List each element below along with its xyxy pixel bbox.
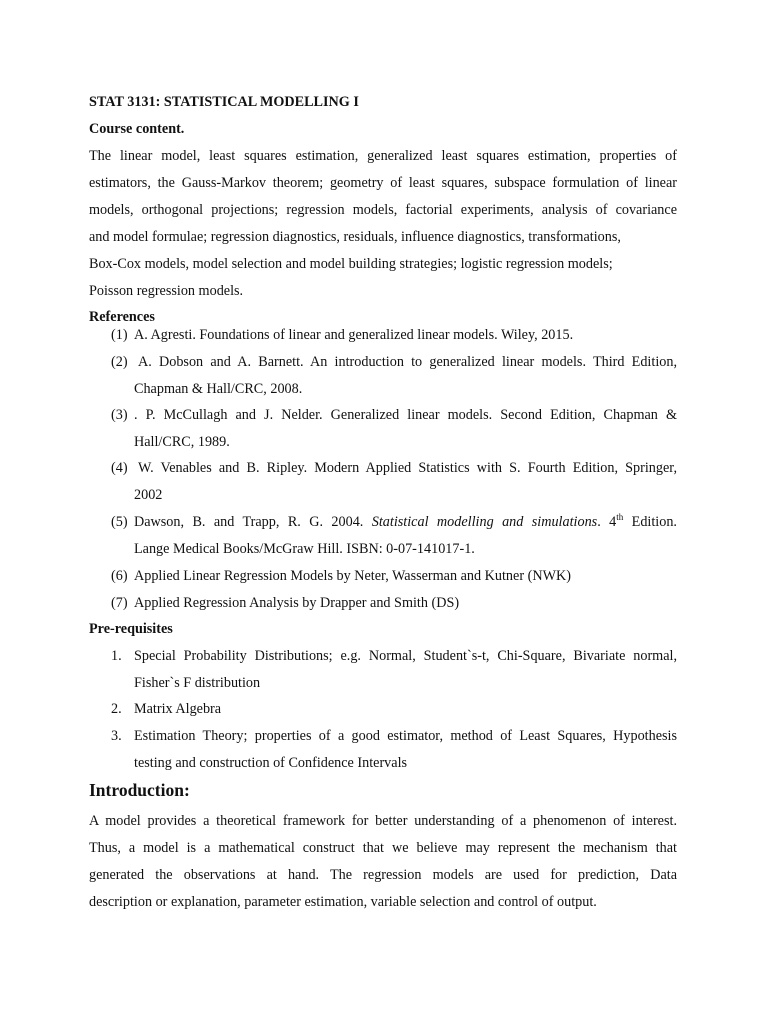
prerequisite-text: Estimation Theory; properties of a good estimator, method of Least Squares, Hypothesis	[134, 728, 677, 744]
introduction-line: description or explanation, parameter estimation, variable selection and control of output.	[89, 894, 597, 910]
references-heading: References	[89, 309, 155, 325]
introduction-heading: Introduction:	[89, 780, 190, 800]
ordinal-superscript: th	[616, 512, 624, 522]
reference-text: 2002	[134, 487, 163, 503]
reference-number: (3)	[111, 407, 128, 423]
reference-text: A. Dobson and A. Barnett. An introduction to generalized linear models. Third Edition,	[138, 354, 677, 370]
reference-text: Applied Regression Analysis by Drapper and Smith (DS)	[134, 595, 460, 611]
prerequisite-text: testing and construction of Confidence Intervals	[134, 755, 408, 771]
prerequisite-text: Matrix Algebra	[134, 701, 222, 717]
prerequisites-heading: Pre-requisites	[89, 621, 173, 637]
introduction-line: Thus, a model is a mathematical construct that we believe may represent the mechanism that	[89, 840, 677, 856]
reference-text: Hall/CRC, 1989.	[134, 434, 230, 450]
reference-text: Dawson, B. and Trapp, R. G. 2004.	[134, 514, 372, 530]
course-content-heading: Course content.	[89, 121, 185, 137]
reference-number: (1)	[111, 327, 128, 343]
course-content-line: models, orthogonal projections; regression models, factorial experiments, analysis of covariance	[89, 202, 677, 218]
reference-number: (7)	[111, 595, 128, 611]
course-content-line: The linear model, least squares estimation, generalized least squares estimation, properties of	[89, 148, 677, 164]
reference-text-with-italic	[134, 512, 677, 532]
reference-italic-title: Statistical modelling and simulations	[371, 514, 598, 530]
reference-text: W. Venables and B. Ripley. Modern Applied Statistics with S. Fourth Edition, Springer,	[138, 460, 677, 476]
introduction-line: generated the observations at hand. The regression models are used for prediction, Data	[89, 867, 677, 883]
reference-number: (5)	[111, 514, 128, 530]
reference-text: Applied Linear Regression Models by Neter, Wasserman and Kutner (NWK)	[134, 568, 571, 584]
course-content-line: Box-Cox models, model selection and model building strategies; logistic regression models;	[89, 256, 613, 272]
reference-number: (6)	[111, 568, 128, 584]
reference-text: Chapman & Hall/CRC, 2008.	[134, 381, 303, 397]
course-content-line: and model formulae; regression diagnostics, residuals, influence diagnostics, transformations,	[89, 229, 621, 245]
reference-number: (4)	[111, 460, 128, 476]
course-content-line: estimators, the Gauss-Markov theorem; geometry of least squares, subspace formulation of linear	[89, 175, 677, 191]
reference-text: A. Agresti. Foundations of linear and generalized linear models. Wiley, 2015.	[134, 327, 574, 343]
prerequisite-number: 3.	[111, 728, 122, 744]
introduction-line: A model provides a theoretical framework for better understanding of a phenomenon of interest.	[89, 813, 677, 829]
reference-text: Lange Medical Books/McGraw Hill. ISBN: 0-07-141017-1.	[134, 541, 475, 557]
prerequisite-number: 1.	[111, 648, 122, 664]
reference-text: . P. McCullagh and J. Nelder. Generalized linear models. Second Edition, Chapman &	[134, 407, 677, 423]
prerequisite-text: Fisher`s F distribution	[134, 675, 261, 691]
reference-number: (2)	[111, 354, 128, 370]
course-title: STAT 3131: STATISTICAL MODELLING I	[89, 94, 359, 110]
prerequisite-number: 2.	[111, 701, 122, 717]
reference-text: Edition.	[623, 514, 677, 530]
prerequisite-text: Special Probability Distributions; e.g. Normal, Student`s-t, Chi-Square, Bivariate normal,	[134, 648, 677, 664]
course-content-line: Poisson regression models.	[89, 283, 244, 299]
reference-text: . 4	[597, 514, 617, 530]
